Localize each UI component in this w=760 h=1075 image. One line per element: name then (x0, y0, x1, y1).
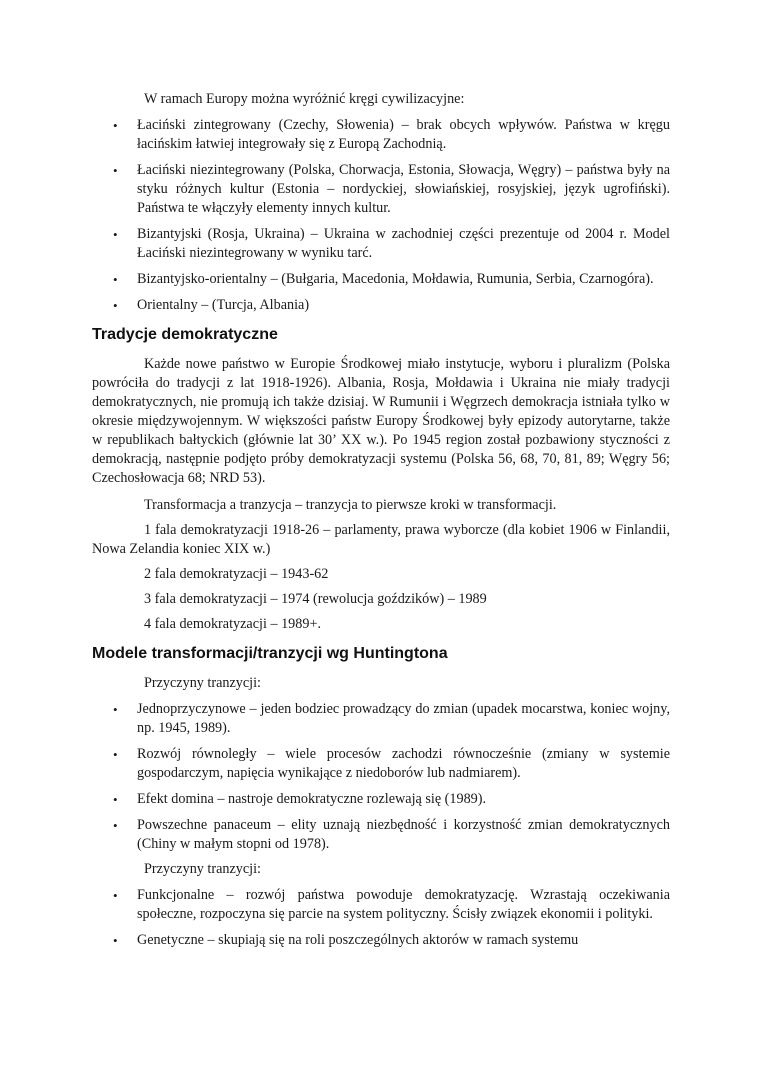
list-item: • Efekt domina – nastroje demokratyczne rozlewają się (1989). (113, 791, 487, 807)
list-item: • Bizantyjski (Rosja, Ukraina) – Ukraina w zachodniej części prezentuje od 2004 r. Model Łaciński niezintegrowany w wyniku tarć. (113, 226, 670, 261)
causes-list-1 (92, 700, 670, 854)
wave-4-text: 4 fala demokratyzacji – 1989+. (144, 616, 322, 632)
wave-1-text: 1 fala demokratyzacji 1918-26 – parlamenty, prawa wyborcze (dla kobiet 1906 w Finlandii, Nowa Zelandia koniec XIX w.) (92, 522, 670, 557)
list-item: • Łaciński zintegrowany (Czechy, Słowenia) – brak obcych wpływów. Państwa w kręgu łacińskim łatwiej integrowały się z Europą Zachodnią. (113, 117, 670, 152)
list-item: • Orientalny – (Turcja, Albania) (113, 297, 310, 313)
democratic-traditions-paragraph: Każde nowe państwo w Europie Środkowej miało instytucje, wyboru i pluralizm (Polska powróciła do tradycji z lat 1918-1926). Albania, Rosja, Mołdawia i Ukraina nie miały tradycji demokratycznych, nie promują ich także dzisiaj. W Rumunii i Węgrzech demokracja istniała tylko w okresie międzywojennym. W większości państw Europy Środkowej były epizody autorytarne, także w republikach bałtyckich (głównie lat 30’ XX w.). Po 1945 region został pozbawiony styczności z demokracją, następnie podjęto próby demokratyzacji systemu (Polska 56, 68, 70, 81, 89; Węgry 56; Czechosłowacja 68; NRD 53). (92, 356, 670, 486)
list-item: • Funkcjonalne – rozwój państwa powoduje demokratyzację. Wzrastają oczekiwania społeczne, rozpoczyna się parcie na system polityczny. Ścisły związek ekonomii i polityki. (113, 887, 670, 922)
intro-text: W ramach Europy można wyróżnić kręgi cywilizacyjne: (144, 91, 465, 107)
bullet-icon: • (113, 702, 118, 717)
list-item: • Łaciński niezintegrowany (Polska, Chorwacja, Estonia, Słowacja, Węgry) – państwa były na styku różnych kultur (Estonia – nordyckiej, słowiańskiej, rosyjskiej, język ugrofiński). Państwa te włączyły elementy innych kultur. (113, 162, 670, 216)
document-content (92, 90, 670, 956)
bullet-icon: • (113, 747, 118, 762)
bullet-icon: • (113, 272, 118, 287)
list-item: • Rozwój równoległy – wiele procesów zachodzi równocześnie (zmiany w systemie gospodarczym, napięcia wynikające z niedoborów lub nadmiarem). (113, 746, 670, 781)
wave-3-text: 3 fala demokratyzacji – 1974 (rewolucja goździków) – 1989 (144, 591, 487, 607)
wave-2-text: 2 fala demokratyzacji – 1943-62 (144, 566, 329, 582)
list-item: • Jednoprzyczynowe – jeden bodziec prowadzący do zmian (upadek mocarstwa, koniec wojny, np. 1945, 1989). (113, 701, 670, 736)
bullet-icon: • (113, 933, 118, 948)
causes-label-2: Przyczyny tranzycji: (144, 861, 261, 877)
bullet-icon: • (113, 818, 118, 833)
bullet-icon: • (113, 118, 118, 133)
list-item: • Powszechne panaceum – elity uznają niezbędność i korzystność zmian demokratycznych (Chiny w małym stopni od 1978). (113, 817, 670, 852)
bullet-icon: • (113, 298, 118, 313)
bullet-icon: • (113, 163, 118, 178)
list-item: • Bizantyjsko-orientalny – (Bułgaria, Macedonia, Mołdawia, Rumunia, Serbia, Czarnogóra). (113, 271, 654, 287)
causes-label-1: Przyczyny tranzycji: (144, 675, 261, 691)
bullet-icon: • (113, 888, 118, 903)
bullet-icon: • (113, 792, 118, 807)
bullet-icon: • (113, 227, 118, 242)
transformation-text: Transformacja a tranzycja – tranzycja to pierwsze kroki w transformacji. (144, 497, 557, 513)
section-heading-democratic-traditions: Tradycje demokratyczne (92, 326, 278, 343)
civilization-circles-list (92, 116, 670, 315)
list-item: • Genetyczne – skupiają się na roli poszczególnych aktorów w ramach systemu (113, 932, 579, 948)
section-heading-huntington-models: Modele transformacji/tranzycji wg Huntingtona (92, 645, 448, 662)
causes-list-2 (92, 886, 670, 950)
